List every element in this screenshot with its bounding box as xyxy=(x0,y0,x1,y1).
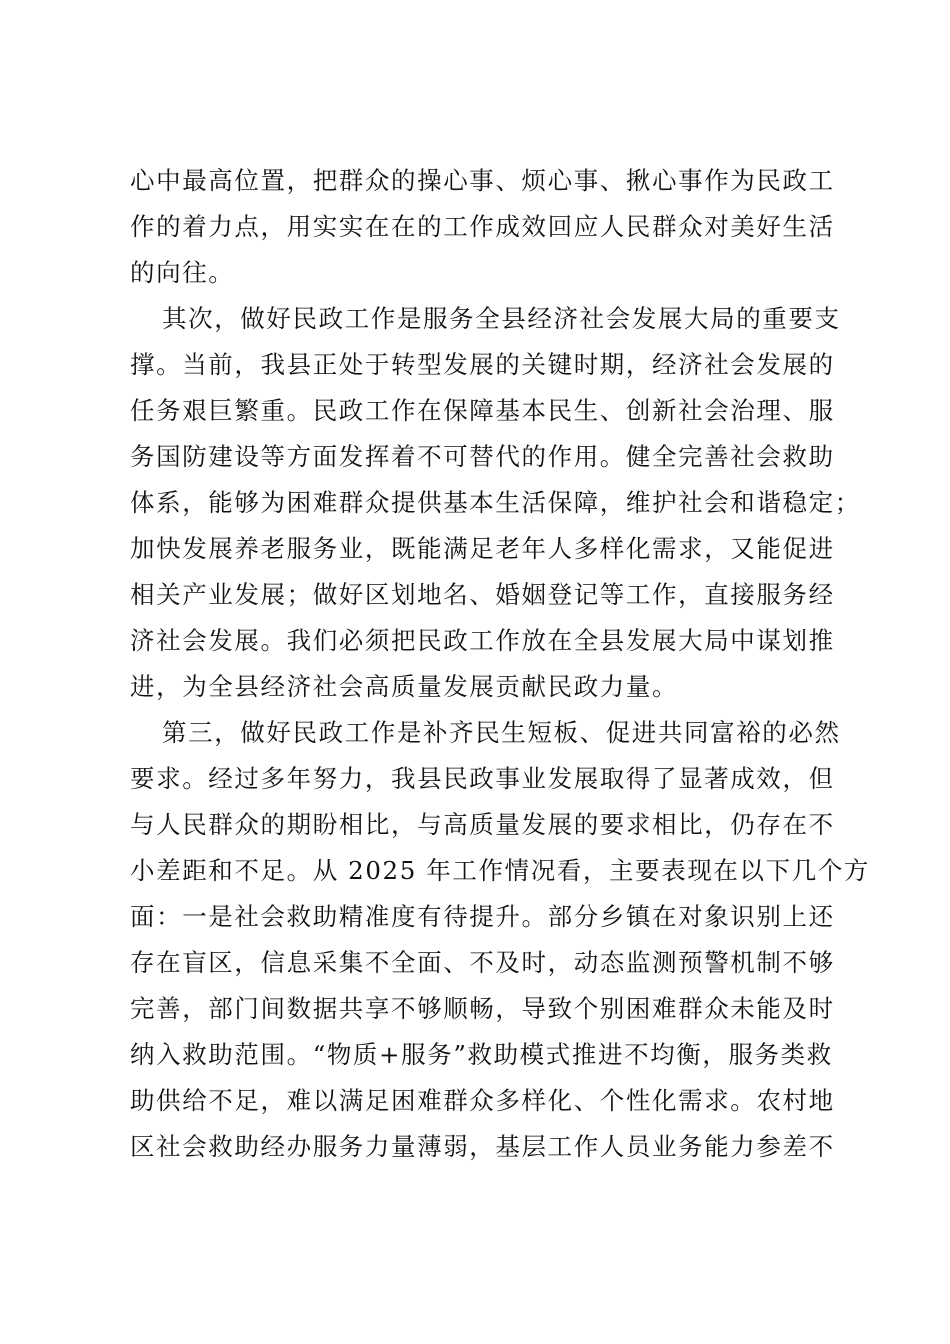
text-line: 任务艰巨繁重。民政工作在保障基本民生、创新社会治理、服 xyxy=(130,396,835,425)
text-line: 存在盲区，信息采集不全面、不及时，动态监测预警机制不够 xyxy=(130,948,835,977)
paragraph-first-line: 第三，做好民政工作是补齐民生短板、促进共同富裕的必然 xyxy=(162,718,841,747)
text-line: 务国防建设等方面发挥着不可替代的作用。健全完善社会救助 xyxy=(130,442,835,471)
text-line: 与人民群众的期盼相比，与高质量发展的要求相比，仍存在不 xyxy=(130,810,835,839)
text-line: 加快发展养老服务业，既能满足老年人多样化需求，又能促进 xyxy=(130,534,835,563)
text-line: 纳入救助范围。“物质+服务”救助模式推进不均衡，服务类救 xyxy=(130,1040,833,1069)
paragraph-first-line: 其次，做好民政工作是服务全县经济社会发展大局的重要支 xyxy=(162,304,841,333)
text-line: 面：一是社会救助精准度有待提升。部分乡镇在对象识别上还 xyxy=(130,902,835,931)
text-line: 区社会救助经办服务力量薄弱，基层工作人员业务能力参差不 xyxy=(130,1132,835,1161)
text-line: 要求。经过多年努力，我县民政事业发展取得了显著成效，但 xyxy=(130,764,835,793)
text-line: 进，为全县经济社会高质量发展贡献民政力量。 xyxy=(130,672,679,701)
text-line: 济社会发展。我们必须把民政工作放在全县发展大局中谋划推 xyxy=(130,626,835,655)
text-line: 助供给不足，难以满足困难群众多样化、个性化需求。农村地 xyxy=(130,1086,835,1115)
text-line: 作的着力点，用实实在在的工作成效回应人民群众对美好生活 xyxy=(130,212,835,241)
text-line: 完善，部门间数据共享不够顺畅，导致个别困难群众未能及时 xyxy=(130,994,835,1023)
text-line: 撑。当前，我县正处于转型发展的关键时期，经济社会发展的 xyxy=(130,350,835,379)
text-line: 心中最高位置，把群众的操心事、烦心事、揪心事作为民政工 xyxy=(130,166,835,195)
text-line: 相关产业发展；做好区划地名、婚姻登记等工作，直接服务经 xyxy=(130,580,835,609)
text-line: 的向往。 xyxy=(130,258,235,287)
text-line: 小差距和不足。从 2025 年工作情况看，主要表现在以下几个方 xyxy=(130,856,871,885)
text-line: 体系，能够为困难群众提供基本生活保障，维护社会和谐稳定； xyxy=(130,488,861,517)
document-body xyxy=(130,158,871,1170)
